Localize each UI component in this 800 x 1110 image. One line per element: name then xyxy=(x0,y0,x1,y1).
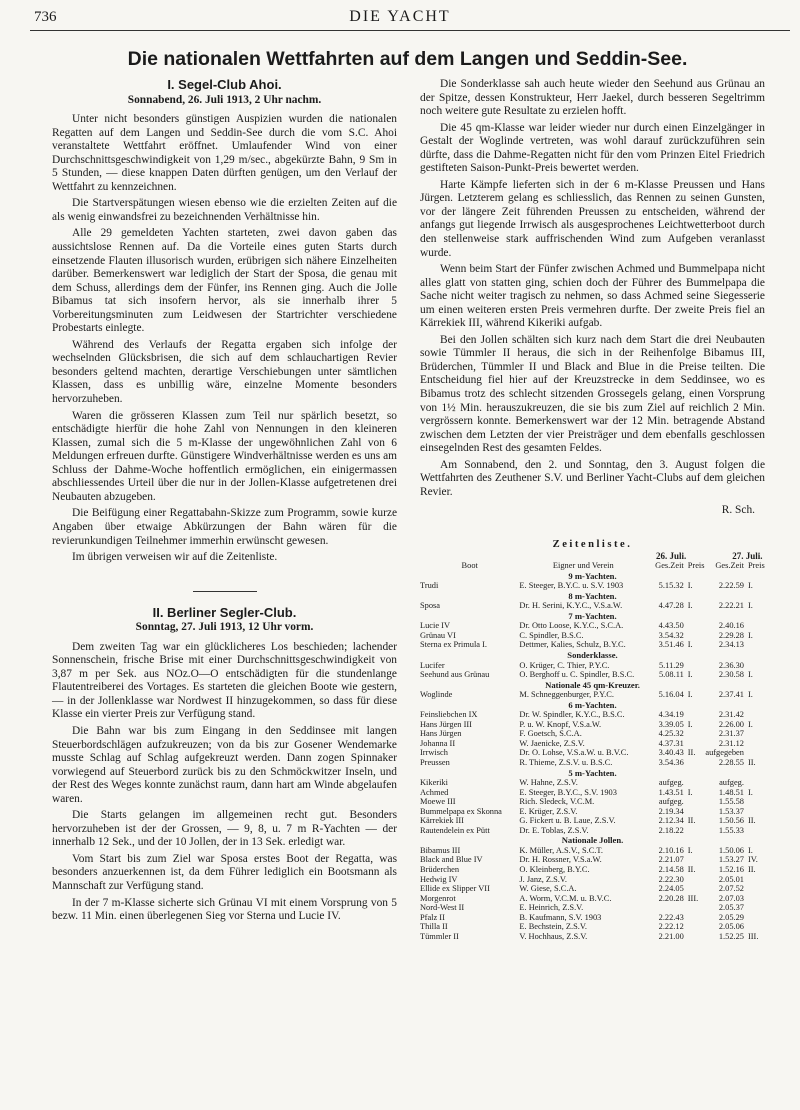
table-row xyxy=(420,913,765,923)
prize-day1: I. xyxy=(687,787,693,797)
zeitenliste-title: Zeitenliste. xyxy=(552,538,633,550)
time-day1: 2.22.43 xyxy=(658,912,684,922)
table-row xyxy=(420,710,765,720)
section1-paragraph: Unter nicht besonders günstigen Auspizien wurden die nationalen Regatten auf dem Langen und Seddin-See durch die vom S.C. Ahoi veranstaltete Wettfahrt eröffnet. Umlaufender Wind von einer Durchschnittsgeschwindigkeit von 1,29 m/sec., abgekürzte Bahn, 9 Sm in 5 Stunden, — diese knappen Daten dürften genügen, um den Verlauf der Wettfahrt zu kennzeichnen. xyxy=(52,113,397,193)
table-row xyxy=(420,631,765,641)
table-row xyxy=(420,865,765,875)
time-day1: 4.34.19 xyxy=(658,710,684,720)
table-row xyxy=(420,778,765,788)
time-day2: 1.55.33 xyxy=(718,825,744,835)
prize-day1: I. xyxy=(687,640,693,650)
prize-day1 xyxy=(688,855,705,865)
time-day1: 3.54.36 xyxy=(658,757,684,767)
time-day2: 1.55.58 xyxy=(718,797,744,807)
section2-paragraph: Die Bahn war bis zum Eingang in den Seddinsee mit langen Steuerbordschlägen aufzukreuzen; von da bis zur Gosener Wendemarke musste Schlag auf Schlag aufgekreuzt werden. Dann zogen Spinnaker vorwiegend auf Steuerbord zurück bis zu den Schmöckwitzer Inseln, und der Rest des Weges konnte zunächst raum, dann hart am Winde abgelaufen waren. xyxy=(52,724,397,805)
owner-club: B. Kaufmann, S.V. 1903 xyxy=(519,912,602,922)
prize-day1 xyxy=(688,758,705,768)
time-day1: 2.19.34 xyxy=(658,806,684,816)
boat-name: Nord-West II xyxy=(420,903,465,913)
prize-day1 xyxy=(688,826,705,836)
owner-club: Dettmer, Kalies, Schulz, B.Y.C. xyxy=(519,640,626,650)
time-day1: 3.51.46 xyxy=(658,640,684,650)
time-day2: 2.05.01 xyxy=(718,874,744,884)
time-day2: 2.05.29 xyxy=(718,912,744,922)
table-row xyxy=(420,932,765,942)
prize-day2 xyxy=(748,875,765,885)
time-day1: 2.21.07 xyxy=(658,855,684,865)
prize-day1 xyxy=(688,631,705,641)
table-row xyxy=(420,788,765,798)
time-day2: 1.48.51 xyxy=(718,787,744,797)
class-heading: 7 m-Yachten. xyxy=(568,610,617,621)
time-day2: aufgeg. xyxy=(719,778,744,788)
boat-name: Morgenrot xyxy=(420,893,456,903)
boat-name: Johanna II xyxy=(420,738,456,748)
owner-club: Dr. W. Spindler, K.Y.C., B.S.C. xyxy=(519,710,625,720)
time-day2: 1.53.37 xyxy=(718,806,744,816)
prize-day2 xyxy=(748,661,765,671)
prize-day2: IV. xyxy=(747,855,758,865)
prize-day2: I. xyxy=(747,690,753,700)
time-day1: 2.20.28 xyxy=(658,893,684,903)
prize-day2: I. xyxy=(747,719,753,729)
table-row xyxy=(420,884,765,894)
article-title: Die nationalen Wettfahrten auf dem Langen und Seddin-See. xyxy=(127,48,688,70)
prize-day2: I. xyxy=(747,601,753,611)
prize-day1: II. xyxy=(687,865,696,874)
col-eigner: Eigner und Verein xyxy=(552,561,614,571)
time-day2: 2.31.42 xyxy=(718,710,744,720)
time-day2: 2.22.59 xyxy=(718,581,744,591)
signature: R. Sch. xyxy=(721,504,755,517)
time-day2: 2.22.21 xyxy=(718,601,744,611)
boat-name: Tümmler II xyxy=(420,931,459,941)
prize-day1 xyxy=(688,922,705,932)
prize-day1 xyxy=(688,797,705,807)
time-day1: 4.25.32 xyxy=(658,729,684,739)
class-heading: 6 m-Yachten. xyxy=(568,699,617,710)
left-column xyxy=(52,78,397,924)
boat-name: Moewe III xyxy=(420,797,456,807)
time-day1: 2.22.30 xyxy=(658,874,684,884)
time-day1: 5.11.29 xyxy=(658,660,684,670)
table-row xyxy=(420,758,765,768)
class-row xyxy=(420,768,765,779)
owner-club: M. Schneggenburger, P.Y.C. xyxy=(519,690,614,700)
boat-name: Lucifer xyxy=(420,660,445,670)
right-paragraph: Wenn beim Start der Fünfer zwischen Achmed und Bummelpapa nicht alles glatt von statten ging, schien doch der Führer des Bummelpapa die Sache nicht weiter tragisch zu nehmen, so dass Achmed seine Siegesserie um einen weiteren ersten Preis vermehren durfte. Der zweite Preis fiel an Kärrekiek III, während Kikeriki aufgab. xyxy=(420,263,765,330)
section1-paragraph: Waren die grösseren Klassen zum Teil nur spärlich besetzt, so entschädigte hierfür die hohe Zahl von Nennungen in den kleineren Klassen, zumal sich die 5 m-Klasse der ungewöhnlichen Zahl von 6 Meldungen erfreuen durfte. Günstigere Windverhältnisse werden es uns am Schluss der Dahme-Woche hoffentlich ermöglichen, ein einigermassen abschliessendes Urteil über die nur in der Jollen-Klasse aufgetretenen drei Neubauten abzugeben. xyxy=(52,409,397,503)
table-row xyxy=(420,797,765,807)
prize-day2 xyxy=(748,621,765,631)
class-heading: Sonderklasse. xyxy=(567,649,618,660)
table-row xyxy=(420,739,765,749)
prize-day1 xyxy=(688,729,705,739)
prize-day1: I. xyxy=(687,670,693,680)
table-row xyxy=(420,661,765,671)
owner-club: Dr. H. Rossner, V.S.a.W. xyxy=(519,855,602,865)
time-day1 xyxy=(647,903,688,913)
owner-club: V. Hochhaus, Z.S.V. xyxy=(519,931,588,941)
prize-day1 xyxy=(688,875,705,885)
right-paragraph: Am Sonnabend, den 2. und Sonntag, den 3. August folgen die Wettfahrten des Zeuthener S.V. und Berliner Yacht-Clubs auf dem gleichen Revier. xyxy=(420,458,765,498)
time-day1: 4.43.50 xyxy=(658,621,684,631)
section1-paragraph: Alle 29 gemeldeten Yachten starteten, zwei davon gaben das aussichtslose Rennen auf. Da die Vorteile eines guten Starts durch einsetzende Flauten illusorisch wurden, erübrigen sich nähere Einzelheiten darüber. Bemerkenswert war lediglich der Start der Sposa, die genau mit dem Schuss, allerdings dem der Fünfer, ins Rennen ging. Auch die Jolle Bibamus tat sich insofern hervor, als sie innerhalb ihrer 5 Vorbereitungsminuten zum Leidwesen der Startrichter verschiedene Probestarts einlegte. xyxy=(52,227,397,335)
prize-day1: II. xyxy=(687,816,696,826)
prize-day2: II. xyxy=(747,816,756,826)
class-heading: 9 m-Yachten. xyxy=(568,570,617,581)
prize-day1: III. xyxy=(687,893,699,903)
right-body xyxy=(420,78,765,499)
right-column xyxy=(420,78,765,941)
owner-club: P. u. W. Knopf, V.S.a.W. xyxy=(519,719,602,729)
section2-heading: II. Berliner Segler-Club. xyxy=(152,604,297,620)
time-day1: 5.16.04 xyxy=(658,690,684,700)
time-day1: 5.15.32 xyxy=(658,581,684,591)
time-day1: 2.24.05 xyxy=(658,884,684,894)
header-row xyxy=(420,561,765,571)
time-day1: 3.39.05 xyxy=(658,719,684,729)
boat-name: Kikeriki xyxy=(420,778,448,788)
owner-club: W. Hahne, Z.S.V. xyxy=(519,778,578,788)
time-day2: 2.40.16 xyxy=(718,621,744,631)
table-row xyxy=(420,748,765,758)
table-row xyxy=(420,903,765,913)
boat-name: Woglinde xyxy=(420,690,453,700)
boat-name: Bibamus III xyxy=(420,845,461,855)
time-day2: 2.05.06 xyxy=(718,922,744,932)
boat-name: Bummelpapa ex Skonna xyxy=(420,806,502,816)
owner-club: E. Bechstein, Z.S.V. xyxy=(519,922,587,932)
class-row xyxy=(420,611,765,622)
time-day2: 1.52.16 xyxy=(718,865,744,874)
owner-club: J. Janz, Z.S.V. xyxy=(519,874,567,884)
boat-name: Irrwisch xyxy=(420,748,448,758)
prize-day2 xyxy=(748,913,765,923)
table-row xyxy=(420,855,765,865)
time-day2: 2.05.37 xyxy=(718,903,744,913)
time-day2: 2.34.13 xyxy=(718,640,744,650)
section1-date: Sonnabend, 26. Juli 1913, 2 Uhr nachm. xyxy=(127,93,322,106)
prize-day2 xyxy=(748,729,765,739)
table-row xyxy=(420,621,765,631)
time-day2: 2.31.12 xyxy=(718,738,744,748)
class-row xyxy=(420,835,765,846)
class-row xyxy=(420,591,765,602)
running-title: DIE YACHT xyxy=(349,8,451,25)
boat-name: Rautendelein ex Pütt xyxy=(420,825,490,835)
time-day1: 4.37.31 xyxy=(658,738,684,748)
time-day2: 1.52.25 xyxy=(718,931,744,941)
boat-name: Hans Jürgen III xyxy=(420,719,472,729)
section2-paragraph: Die Starts gelangen im allgemeinen recht gut. Besonders hervorzuheben ist der der Grossen, — 9, 8, u. 7 m R-Yachten — der innerhalb 12 Sek., und der 10 Jollen, der in 13 Sek. erledigt war. xyxy=(52,809,397,849)
section1-paragraph: Während des Verlaufs der Regatta ergaben sich infolge der wechselnden Glücksbrisen, die sich auf dem schlauchartigen Revier besonders geltend machten, derartige Verschiebungen unter sämtlichen Klassen, dass es unbillig wäre, einzelne Momente besonders hervorzuheben. xyxy=(52,338,397,406)
boat-name: Achmed xyxy=(420,787,449,797)
table-row xyxy=(420,826,765,836)
col-time1: Ges.Zeit xyxy=(655,561,684,571)
boat-name: Brüderchen xyxy=(420,865,460,874)
table-row xyxy=(420,729,765,739)
section2-paragraph: Dem zweiten Tag war ein glücklicheres Los beschieden; lachender Sonnenschein, frische Brise mit einer Durchschnittsgeschwindigkeit von 3,87 m per Sek. aus NOz.O—O entschädigten für die stundenlange Flautentreiberei des Vortages. Es starteten die gleichen Boote wie gestern, — in der Jollenklasse war Nordwest II hinzugekommen, so dass für diese Klasse ein vierter Preis zur Verfügung stand. xyxy=(52,640,397,721)
col-time2: Ges.Zeit xyxy=(715,561,744,571)
boat-name: Grünau VI xyxy=(420,630,456,640)
right-paragraph: Die 45 qm-Klasse war leider wieder nur durch einen Einzelgänger in Gestalt der Woglinde vertreten, was wohl darauf zurückzuführen sein dürfte, dass die Dahme-Regatten nicht für den vom Prinzen Eitel Friedrich gestifteten Saison-Punkt-Preis bewertet werden. xyxy=(420,121,765,175)
table-row xyxy=(420,640,765,650)
section2-paragraph: Vom Start bis zum Ziel war Sposa erstes Boot der Regatta, was besonders anzuerkennen ist, da dem Führer lediglich ein Bootsmann als Mannschaft zur Verfügung stand. xyxy=(52,852,397,892)
col-preis2: Preis xyxy=(747,561,765,571)
owner-club: Dr. O. Lohse, V.S.a.W. u. B.V.C. xyxy=(519,748,629,758)
col-preis1: Preis xyxy=(687,561,705,571)
time-day1: 3.54.32 xyxy=(658,630,684,640)
class-heading: 8 m-Yachten. xyxy=(568,590,617,601)
time-day2: 2.36.30 xyxy=(718,660,744,670)
owner-club: W. Giese, S.C.A. xyxy=(519,884,577,894)
boat-name: Hans Jürgen xyxy=(420,729,462,739)
prize-day2 xyxy=(748,797,765,807)
time-day1: 2.10.16 xyxy=(658,845,684,855)
table-row xyxy=(420,601,765,611)
table-row xyxy=(420,720,765,730)
time-day2: 1.53.27 xyxy=(718,855,744,865)
prize-day1 xyxy=(688,778,705,788)
time-day2: 1.50.06 xyxy=(718,845,744,855)
boat-name: Sterna ex Primula I. xyxy=(420,640,487,650)
boat-name: Black and Blue IV xyxy=(420,855,483,865)
time-day2: 2.07.52 xyxy=(718,884,744,894)
boat-name: Sposa xyxy=(420,601,441,611)
prize-day2: I. xyxy=(747,630,753,640)
table-row xyxy=(420,846,765,856)
class-row xyxy=(420,650,765,661)
zeitenliste xyxy=(420,540,765,941)
section1-body xyxy=(52,113,397,565)
time-day1: 4.47.28 xyxy=(658,601,684,611)
prize-day1: II. xyxy=(687,748,696,758)
owner-club: Dr. E. Toblas, Z.S.V. xyxy=(519,825,589,835)
prize-day1 xyxy=(688,661,705,671)
time-day2: 2.30.58 xyxy=(718,670,744,680)
prize-day2 xyxy=(748,922,765,932)
prize-day1 xyxy=(688,932,705,942)
time-day1: 2.21.00 xyxy=(658,931,684,941)
class-row xyxy=(420,571,765,582)
time-day1: aufgeg. xyxy=(658,778,684,788)
owner-club: E. Steeger, B.Y.C. u. S.V. 1903 xyxy=(519,581,624,591)
owner-club: R. Thieme, Z.S.V. u. B.S.C. xyxy=(519,757,613,767)
owner-club: O. Kleinberg, B.Y.C. xyxy=(519,865,590,874)
owner-club: E. Steeger, B.Y.C., S.V. 1903 xyxy=(519,787,617,797)
prize-day2 xyxy=(748,739,765,749)
prize-day2: I. xyxy=(747,787,753,797)
right-paragraph: Harte Kämpfe lieferten sich in der 6 m-Klasse Preussen und Hans Jürgen. Letzterem gelang es schliesslich, das Rennen zu seinen Gunsten, vor der längere Zeit führenden Preussen zu entscheiden, während der anfangs gut liegende Irrwisch als ausgesprochenes Leichtwetterboot durch den stellenweise stark auffrischenden Wind zum Aufgeben veranlasst wurde. xyxy=(420,178,765,259)
table-row xyxy=(420,922,765,932)
boat-name: Kärrekiek III xyxy=(420,816,464,826)
prize-day2 xyxy=(748,903,765,913)
col-boot: Boot xyxy=(461,561,478,571)
section1-paragraph: Im übrigen verweisen wir auf die Zeitenliste. xyxy=(72,551,278,564)
prize-day2 xyxy=(748,748,765,758)
boat-name: Seehund aus Grünau xyxy=(420,670,490,680)
time-day1: 3.40.43 xyxy=(658,748,684,758)
prize-day1 xyxy=(688,884,705,894)
owner-club: E. Heinrich, Z.S.V. xyxy=(519,903,584,913)
owner-club: K. Müller, A.S.V., S.C.T. xyxy=(519,845,603,855)
section-separator xyxy=(193,591,257,592)
right-paragraph: Bei den Jollen schälten sich kurz nach dem Start die drei Neubauten sowie Tümmler II heraus, die sich in der Reihenfolge Bibamus III, Brüderchen, Tümmler II und Black and Blue in die Preise teilten. Die Entscheidung fiel hier auf der Kreuzstrecke in dem Seddinsee, wo es Bibamus trotz des schlecht sitzenden Grossegels gelang, einen Vorsprung von 1½ Min. herauszukreuzen, die sie bis zum Ziel auf reichlich 2 Min. vergrössern konnte. Bemerkenswert war der 12 Min. betragende Abstand zwischen dem Letzten der vier Preisträger und dem ebenfalls geschlossen einsegelnden Rest des gesamten Feldes. xyxy=(420,333,765,455)
prize-day2 xyxy=(748,894,765,904)
class-row xyxy=(420,680,765,691)
time-day2: 1.50.56 xyxy=(718,816,744,826)
time-day2: aufgegeben xyxy=(705,748,744,758)
prize-day2: I. xyxy=(747,581,753,591)
time-day1: aufgeg. xyxy=(658,797,684,807)
owner-club: O. Krüger, C. Thier, P.Y.C. xyxy=(519,660,610,670)
time-day2: 2.07.03 xyxy=(718,893,744,903)
time-day1: 2.12.34 xyxy=(658,816,684,826)
header-rule xyxy=(30,30,790,31)
section2-body xyxy=(52,641,397,924)
prize-day1: I. xyxy=(687,845,693,855)
prize-day1 xyxy=(688,807,705,817)
prize-day1 xyxy=(688,903,705,913)
owner-club: Rich. Sledeck, V.C.M. xyxy=(519,797,595,807)
prize-day2: II. xyxy=(747,865,756,874)
prize-day1: I. xyxy=(687,601,693,611)
boat-name: Lucie IV xyxy=(420,621,450,631)
owner-club: O. Berghoff u. C. Spindler, B.S.C. xyxy=(519,670,635,680)
owner-club: Dr. Otto Loose, K.Y.C., S.C.A. xyxy=(519,621,624,631)
zeitenliste-body xyxy=(420,571,765,942)
time-day2: 2.37.41 xyxy=(718,690,744,700)
prize-day2 xyxy=(748,884,765,894)
table-row xyxy=(420,875,765,885)
prize-day2 xyxy=(748,778,765,788)
boat-name: Hedwig IV xyxy=(420,874,458,884)
prize-day1 xyxy=(688,739,705,749)
time-day2: 2.28.55 xyxy=(718,757,744,767)
zeitenliste-table xyxy=(420,561,765,941)
table-row xyxy=(420,807,765,817)
zeitenliste-dates xyxy=(420,552,765,562)
boat-name: Ellide ex Slipper VII xyxy=(420,884,490,894)
time-day2: 2.31.37 xyxy=(718,729,744,739)
prize-day2 xyxy=(748,807,765,817)
prize-day2: III. xyxy=(747,931,759,941)
prize-day1 xyxy=(688,913,705,923)
right-paragraph: Die Sonderklasse sah auch heute wieder den Seehund aus Grünau an der Spitze, dessen Konstrukteur, Herr Jaekel, durch besseren Segeltrimm noch weitere gute Resultate zu erzielen hofft. xyxy=(420,78,765,118)
owner-club: C. Spindler, B.S.C. xyxy=(519,630,584,640)
section1-paragraph: Die Beifügung einer Regattabahn-Skizze zum Programm, sowie kurze Angaben über etwaige Abkürzungen der Bahn wären für die revierunkundigen Teilnehmer immerhin erwünscht gewesen. xyxy=(52,507,397,547)
table-row xyxy=(420,581,765,591)
boat-name: Preussen xyxy=(420,757,450,767)
class-heading: Nationale Jollen. xyxy=(561,835,624,846)
time-day2: 2.29.28 xyxy=(718,630,744,640)
table-row xyxy=(420,670,765,680)
page-number: 736 xyxy=(34,9,57,25)
date-day2: 27. Juli. xyxy=(732,550,763,561)
prize-day2: I. xyxy=(747,670,753,680)
class-heading: 5 m-Yachten. xyxy=(568,767,617,778)
date-day1: 26. Juli. xyxy=(656,550,687,561)
section1-paragraph: Die Startverspätungen wiesen ebenso wie die erzielten Zeiten auf die als wenig einwandsfrei zu bezeichnenden Verhältnisse hin. xyxy=(52,197,397,223)
owner-club: F. Goetsch, S.C.A. xyxy=(519,729,582,739)
boat-name: Thilla II xyxy=(420,922,448,932)
time-day1: 1.43.51 xyxy=(658,787,684,797)
section1-heading: I. Segel-Club Ahoi. xyxy=(167,77,282,92)
section2-date: Sonntag, 27. Juli 1913, 12 Uhr vorm. xyxy=(135,621,314,634)
class-heading: Nationale 45 qm-Kreuzer. xyxy=(545,679,640,690)
prize-day1: I. xyxy=(687,581,693,591)
time-day1: 5.08.11 xyxy=(658,670,684,680)
prize-day1: I. xyxy=(687,690,693,700)
table-row xyxy=(420,894,765,904)
boat-name: Pfalz II xyxy=(420,912,445,922)
owner-club: A. Worm, V.C.M. u. B.V.C. xyxy=(519,893,612,903)
prize-day2: II. xyxy=(747,757,756,767)
boat-name: Feinsliebchen IX xyxy=(420,710,478,720)
prize-day1: I. xyxy=(687,719,693,729)
time-day1: 2.14.58 xyxy=(658,865,684,874)
prize-day2 xyxy=(748,826,765,836)
time-day2: 2.26.00 xyxy=(718,719,744,729)
section2-paragraph: In der 7 m-Klasse sicherte sich Grünau VI mit einem Vorsprung von 5 bezw. 11 Min. einen überlegenen Sieg vor Sterna und Lucie IV. xyxy=(52,896,397,923)
boat-name: Trudi xyxy=(420,581,439,591)
table-row xyxy=(420,690,765,700)
table-row xyxy=(420,816,765,826)
time-day1: 2.22.12 xyxy=(658,922,684,932)
prize-day2 xyxy=(748,640,765,650)
owner-club: G. Fickert u. B. Laue, Z.S.V. xyxy=(519,816,616,826)
class-row xyxy=(420,700,765,711)
owner-club: E. Krüger, Z.S.V. xyxy=(519,806,578,816)
owner-club: W. Jaenicke, Z.S.V. xyxy=(519,738,585,748)
prize-day2: I. xyxy=(747,845,753,855)
prize-day1 xyxy=(688,621,705,631)
prize-day1 xyxy=(688,710,705,720)
time-day1: 2.18.22 xyxy=(658,825,684,835)
prize-day2 xyxy=(748,710,765,720)
owner-club: Dr. H. Serini, K.Y.C., V.S.a.W. xyxy=(519,601,623,611)
